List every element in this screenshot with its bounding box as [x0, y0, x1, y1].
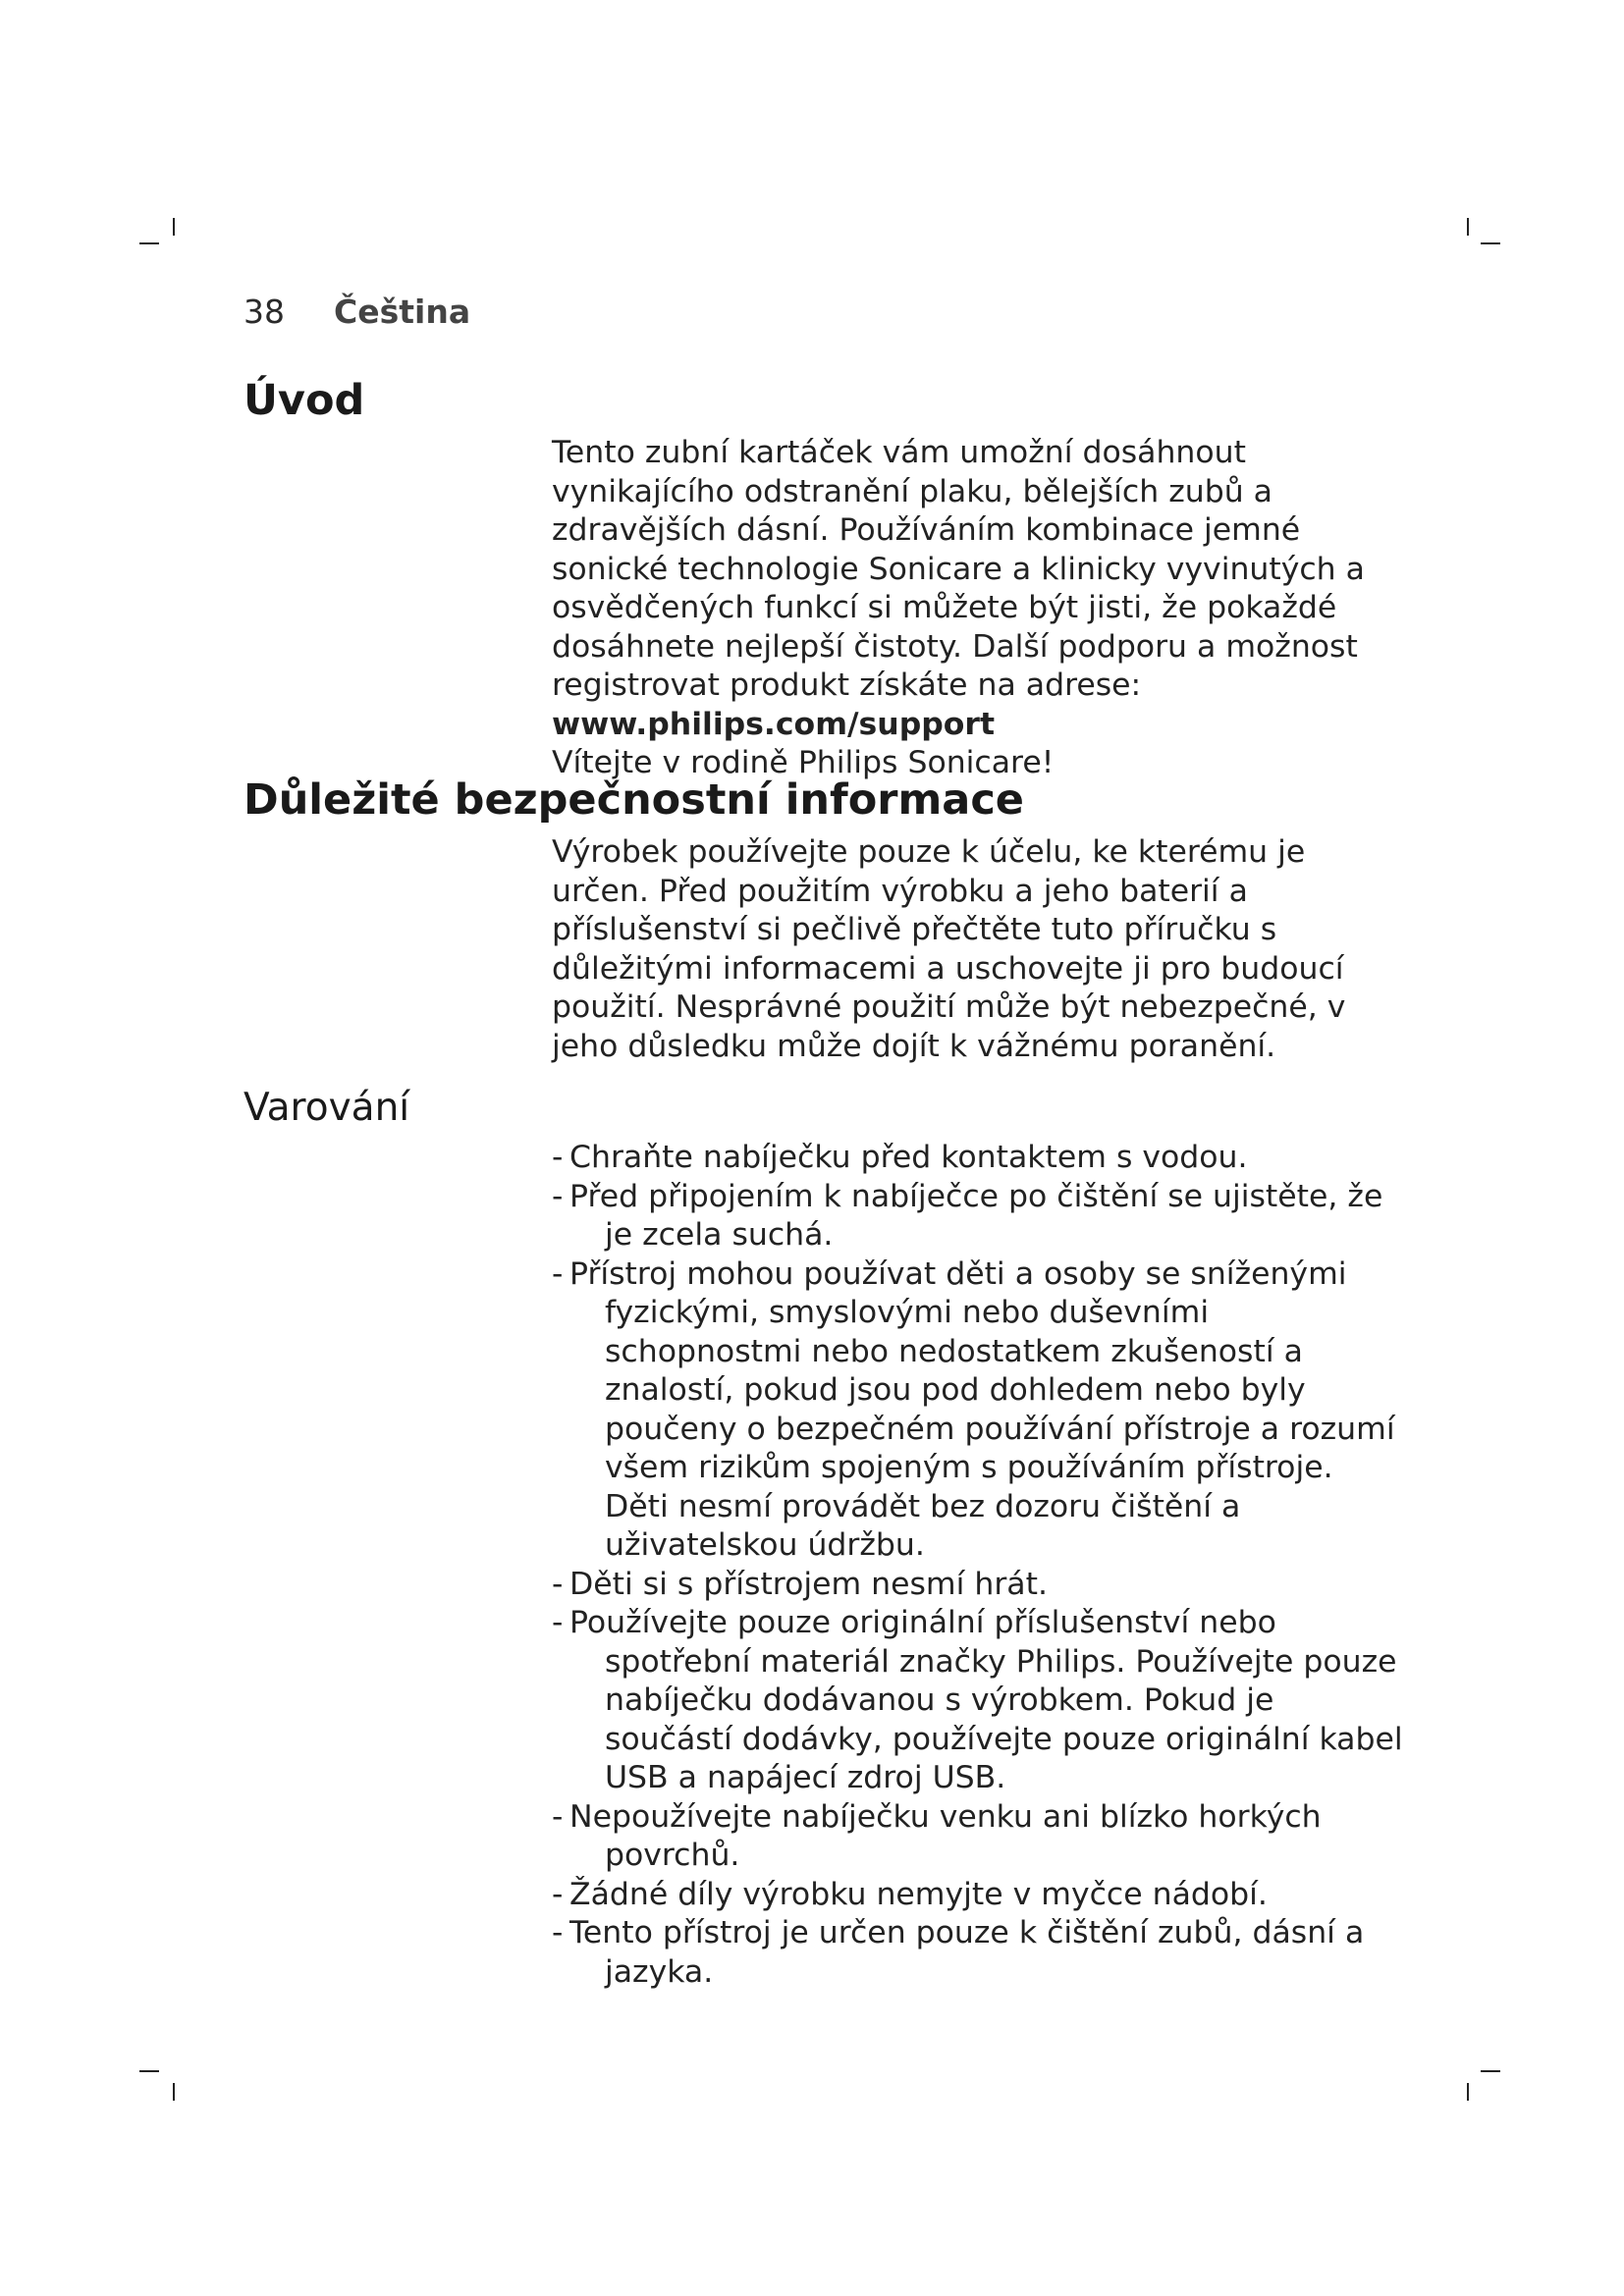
intro-text: Tento zubní kartáček vám umožní dosáhnout vynikajícího odstranění plaku, bělejších zubů a zdravějších dásní. Používáním kombinace jemné sonické technologie Sonicare a klinicky vyvinutých a osvědčených funkcí si můžete být jisti, že pokaždé dosáhnete nejlepší čistoty. Další podporu a možnost registrovat produkt získáte na adrese: — [552, 435, 1365, 703]
crop-mark-bottom-left — [173, 2083, 175, 2101]
list-item: - Nepoužívejte nabíječku venku ani blízko horkých povrchů. — [552, 1798, 1322, 1873]
warning-body — [552, 1139, 1406, 1992]
safety-heading: Důležité bezpečnostní informace — [244, 775, 1024, 825]
crop-mark-bottom-right — [1467, 2083, 1469, 2101]
list-item: - Přístroj mohou používat děti a osoby se sníženými fyzickými, smyslovými nebo duševními schopnostmi nebo nedostatkem zkušeností a znalostí, pokud jsou pod dohledem nebo byly poučeny o bezpečném používání přístroje a rozumí všem rizikům spojeným s používáním přístroje. Děti nesmí provádět bez dozoru čištění a uživatelskou údržbu. — [552, 1255, 1395, 1563]
page-header — [244, 293, 470, 331]
language-label: Čeština — [334, 293, 471, 331]
intro-body — [552, 434, 1406, 783]
crop-mark-bottom-right — [1481, 2070, 1500, 2072]
crop-mark-top-right — [1481, 242, 1500, 244]
warning-heading: Varování — [244, 1086, 410, 1130]
list-item: - Chraňte nabíječku před kontaktem s vodou. — [552, 1140, 1248, 1175]
crop-mark-top-right — [1467, 218, 1469, 236]
list-item: - Děti si s přístrojem nesmí hrát. — [552, 1566, 1048, 1602]
list-item: - Před připojením k nabíječce po čištění se ujistěte, že je zcela suchá. — [552, 1178, 1383, 1253]
list-item: - Tento přístroj je určen pouze k čištění zubů, dásní a jazyka. — [552, 1915, 1365, 1990]
welcome-text: Vítejte v rodině Philips Sonicare! — [552, 745, 1055, 780]
warning-list — [552, 1139, 1406, 1992]
crop-mark-top-left — [139, 242, 159, 244]
support-link[interactable]: www.philips.com/support — [552, 706, 996, 742]
list-item: - Žádné díly výrobku nemyjte v myčce nádobí. — [552, 1876, 1268, 1912]
intro-heading: Úvod — [244, 376, 365, 425]
crop-mark-bottom-left — [139, 2070, 159, 2072]
safety-text: Výrobek používejte pouze k účelu, ke kterému je určen. Před použitím výrobku a jeho baterií a příslušenství si pečlivě přečtěte tuto příručku s důležitými informacemi a uschovejte ji pro budoucí použití. Nesprávné použití může být nebezpečné, v jeho důsledku může dojít k vážnému poranění. — [552, 834, 1346, 1064]
page-number: 38 — [244, 293, 285, 331]
safety-body — [552, 833, 1406, 1066]
list-item: - Používejte pouze originální příslušenství nebo spotřební materiál značky Philips. Používejte pouze nabíječku dodávanou s výrobkem. Pokud je součástí dodávky, používejte pouze originální kabel USB a napájecí zdroj USB. — [552, 1605, 1403, 1795]
crop-mark-top-left — [173, 218, 175, 236]
